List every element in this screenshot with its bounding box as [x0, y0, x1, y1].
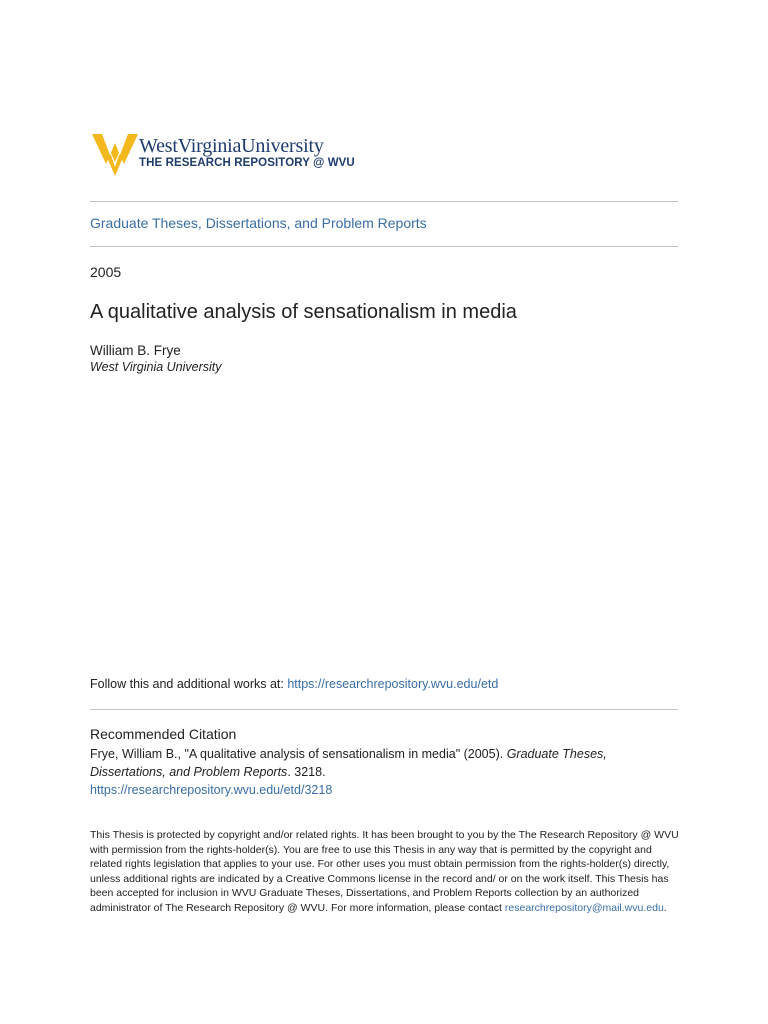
rights-statement [90, 828, 680, 916]
citation-series: Graduate Theses, Dissertations, and Problem Reports [90, 747, 607, 779]
document-title: A qualitative analysis of sensationalism in media [90, 301, 517, 323]
citation-number: . 3218. [287, 765, 326, 779]
author-affiliation: West Virginia University [90, 360, 222, 374]
series-link[interactable]: Graduate Theses, Dissertations, and Problem Reports [90, 215, 427, 231]
wvu-logo-icon [91, 131, 139, 177]
citation-text [90, 745, 650, 799]
rights-end: . [663, 901, 667, 914]
publication-year: 2005 [90, 264, 122, 280]
contact-email-link[interactable]: researchrepository@mail.wvu.edu [504, 901, 664, 914]
citation-plain: Frye, William B., "A qualitative analysis of sensationalism in media" (2005). [90, 747, 507, 761]
author-name: William B. Frye [90, 343, 181, 358]
university-wordmark: WestVirginiaUniversity [139, 135, 324, 157]
divider [90, 246, 678, 247]
citation-link[interactable]: https://researchrepository.wvu.edu/etd/3218 [90, 783, 333, 797]
follow-prefix: Follow this and additional works at: [90, 677, 288, 691]
divider [90, 709, 678, 710]
follow-line [90, 676, 498, 692]
collection-link[interactable]: https://researchrepository.wvu.edu/etd [287, 677, 499, 691]
repository-subtitle: THE RESEARCH REPOSITORY @ WVU [139, 157, 355, 169]
rights-text: This Thesis is protected by copyright and/or related rights. It has been brought to you by the The Research Repository @ WVU with permission from the rights-holder(s). You are free to use this Thesis in any way that is permitted by the copyright and related rights legislation that applies to your use. For other uses you must obtain permission from the rights-holder(s) directly, unless additional rights are indicated by a Creative Commons license in the record and/ or on the work itself. This Thesis has been accepted for inclusion in WVU Graduate Theses, Dissertations, and Problem Reports collection by an authorized administrator of The Research Repository @ WVU. For more information, please contact [90, 829, 679, 914]
citation-heading: Recommended Citation [90, 726, 237, 742]
divider [90, 201, 678, 202]
